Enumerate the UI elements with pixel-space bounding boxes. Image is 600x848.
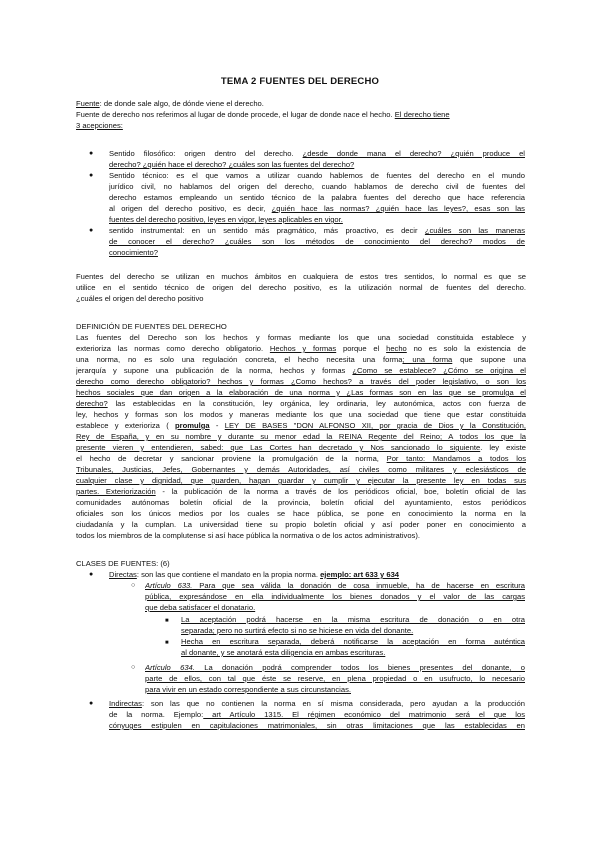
clases-text: : son las que contiene el mandato en la propia norma.	[136, 570, 321, 579]
acepcion-emphasis: derecho? ¿quién hace el derecho? ¿cuáles son las fuentes del derecho?	[109, 160, 355, 169]
def-emphasis: derecho como derecho obligatorio? hechos y formas ¿Como hechos? a través del poder legislativo, o son los	[76, 377, 526, 386]
def-text: jerarquía y supone una publicación de la norma, hechos y formas	[76, 366, 353, 375]
def-emphasis: ; una	[402, 355, 433, 364]
def-text: que supone una	[452, 355, 526, 364]
def-line-5	[76, 377, 526, 388]
acepcion-3-line-1	[109, 226, 525, 237]
acepcion-text: Sentido filosófico: origen dentro del derecho.	[109, 149, 303, 158]
def-emphasis: cualquier clase y dignidad, que guarden, hagan guardar y cumplir y ejecutar la presente ley en todas sus	[76, 476, 526, 485]
acepcion-emphasis: conocimiento?	[109, 248, 158, 257]
square-bullet-icon: ■	[165, 640, 169, 646]
def-line-8: ley, hechos y formas son los modos y maneras mediante los que una sociedad que tiene que estar constituida	[76, 410, 526, 419]
def-line-12	[76, 454, 526, 465]
bullet-icon: ●	[89, 227, 94, 234]
acepcion-text: sentido instrumental: en un sentido más pragmático, más proactivo, es decir	[109, 226, 425, 235]
def-line-7	[76, 399, 526, 410]
clases-text: de la norma. Ejemplo:	[109, 710, 204, 719]
clases-emphasis: ejemplo: art 633 y 634	[320, 570, 400, 579]
intro-line-2	[76, 110, 526, 121]
acepcion-2-line-3: derecho estamos empleando un sentido técnico de la palabra fuentes del derecho que hace referencia	[109, 193, 525, 202]
def-emphasis: Por tanto: Mandamos a todos los	[386, 454, 526, 463]
def-text: una norma, no es solo una regulación concreta, el hecho necesita una forma	[76, 355, 403, 364]
acepcion-2-line-4	[109, 204, 525, 215]
indirectas-line-2	[109, 710, 525, 721]
def-line-1: Las fuentes del Derecho son los hechos y formas mediante los que una sociedad constituida establece y	[76, 333, 526, 342]
article-text: para vivir en un estado correspondiente a sus circunstancias.	[145, 685, 351, 694]
intro-line-3	[76, 121, 526, 132]
art633-line-2	[145, 592, 525, 603]
intro-text: Fuente de derecho nos referimos al lugar de donde procede, el lugar de donde nace el hecho.	[76, 110, 395, 119]
square-bullet-icon: ■	[165, 618, 169, 624]
def-line-4	[76, 366, 526, 377]
def-emphasis: partes. Exteriorización	[76, 487, 156, 496]
def-line-19: todos los miembros de la complutense si así hace pública la normativa o de los actos administrativos).	[76, 531, 420, 540]
def-emphasis: Rey de España, y en su nombre y durante su menor edad la REINA Regente del Reino; A todos los que la	[76, 432, 526, 441]
acepcion-1-line-2	[109, 160, 525, 171]
para1-line-2: utilice en el sentido técnico de origen del derecho positivo, es la utilización normal de fuentes del derecho.	[76, 283, 526, 292]
def-emphasis: forma	[432, 355, 453, 364]
article-text: parte de ellos, con tal que éste se reserve, en plena propiedad o en usufructo, lo necesario	[145, 674, 525, 683]
def-emphasis: Hechos y formas	[269, 344, 337, 353]
directas-line	[109, 570, 525, 581]
def-emphasis: promulga	[175, 421, 210, 430]
def-emphasis: Tribunales, Justicias, Jefes, Gobernantes y demás Autoridades, así civiles como militares y eclesiásticos de	[76, 465, 526, 474]
def-line-2	[76, 344, 526, 355]
def-text: establece y exterioriza (	[76, 421, 176, 430]
def-emphasis: ¿Como se establece? ¿Cómo se origina el	[352, 366, 526, 375]
hollow-bullet-icon: ○	[131, 664, 136, 671]
bullet-icon: ●	[89, 700, 94, 707]
def-text: no es solo la existencia de	[406, 344, 526, 353]
def-line-13	[76, 465, 526, 476]
intro-line-1	[76, 99, 526, 110]
intro-emphasis: El derecho tiene	[394, 110, 450, 119]
def-line-11	[76, 443, 526, 454]
page-title: TEMA 2 FUENTES DEL DERECHO	[220, 76, 380, 87]
article-title: Artículo 633.	[145, 581, 193, 590]
art633-sub1-line-2	[181, 626, 525, 637]
def-emphasis: hecho	[386, 344, 407, 353]
art633-sub1-line-1	[181, 615, 525, 626]
acepcion-2-line-1: Sentido técnico: es el que vamos a utilizar cuando hablemos de fuentes del derecho en el mundo	[109, 171, 525, 180]
art634-line-1	[145, 663, 525, 674]
article-text: al donante, y se anotará esta diligencia en ambas escrituras.	[181, 648, 386, 657]
clases-text: : son las que no contienen la norma en sí misma considerada, pero ayudan a la producción	[141, 699, 525, 708]
def-line-9	[76, 421, 526, 432]
def-emphasis: hechos sociales que dan origen a la elaboración de una norma y ¿Las formas son en las que se promulga el	[76, 388, 526, 397]
acepcion-1-line-1	[109, 149, 525, 160]
def-line-16: comunidades autónomas boletín oficial de la provincia, boletín oficial del ayuntamiento, estos periódicos	[76, 498, 526, 507]
acepcion-emphasis: ¿quién hace las normas? ¿quién hace las leyes?, esas son las	[271, 204, 525, 213]
acepcion-emphasis: de conocer el derecho? ¿cuáles son los métodos de conocimiento del derecho? modos de	[109, 237, 525, 246]
art633-line-1	[145, 581, 525, 592]
def-emphasis: presente vieren y entendieren, sabed: que Las Cortes han decretado y Nos sancionado lo siguiente	[76, 443, 481, 452]
bullet-icon: ●	[89, 571, 94, 578]
indirectas-term: Indirectas	[109, 699, 142, 708]
art633-sub2-line-1	[181, 637, 525, 648]
def-text: porque el	[336, 344, 387, 353]
hollow-bullet-icon: ○	[131, 582, 136, 589]
clases-emphasis: art Artículo 1315. El régimen económico del matrimonio será el que los	[203, 710, 525, 719]
article-text: separada; pero no surtirá efecto si no se hiciese en vida del donante.	[181, 626, 414, 635]
def-emphasis: LEY DE BASES "DON ALFONSO XII, por gracia de Dios y la Constitución,	[224, 421, 526, 430]
bullet-icon: ●	[89, 172, 94, 179]
article-text: La donación podrá comprender todos los bienes presentes del donante, o	[194, 663, 525, 672]
acepcion-2-line-5	[109, 215, 525, 226]
article-text: que deba satisfacer el donatario.	[145, 603, 256, 612]
def-line-6	[76, 388, 526, 399]
intro-emphasis: 3 acepciones:	[76, 121, 123, 130]
def-text: las establecidas en la constitución, ley orgánica, ley ordinaria, ley autonómica, actos con fuerza de	[107, 399, 526, 408]
art634-line-3	[145, 685, 525, 696]
article-text: Hecha en escritura separada, deberá notificarse la aceptación en forma auténtica	[181, 637, 525, 646]
directas-term: Directas	[109, 570, 137, 579]
art633-line-3	[145, 603, 525, 614]
para1-line-1: Fuentes del derecho se utilizan en muchos ámbitos en cualquiera de estos tres sentidos, lo normal es que se	[76, 272, 526, 281]
indirectas-line-3	[109, 721, 525, 732]
def-text: . ley existe	[480, 443, 526, 452]
def-text: exterioriza las normas como derecho obligatorio.	[76, 344, 270, 353]
bullet-icon: ●	[89, 150, 94, 157]
acepcion-2-line-2: jurídico civil, no hablamos del origen del derecho, cuando hablamos de derecho civil de fuentes del	[109, 182, 525, 191]
article-title: Artículo 634.	[145, 663, 195, 672]
acepcion-3-line-2	[109, 237, 525, 248]
acepcion-3-line-3	[109, 248, 525, 259]
article-text: La aceptación podrá hacerse en la misma escritura de donación o en otra	[181, 615, 525, 624]
def-line-17: oficiales son los únicos medios por los cuales se hace pública, se pone en conocimiento la norma en la	[76, 509, 526, 518]
art634-line-2	[145, 674, 525, 685]
def-line-10	[76, 432, 526, 443]
def-line-3	[76, 355, 526, 366]
def-text: - la publicación de la norma a través de los periódicos oficial, boe, boletín oficial de las	[155, 487, 526, 496]
para1-line-3: ¿cuáles el origen del derecho positivo	[76, 294, 204, 303]
clases-heading: CLASES DE FUENTES: (6)	[76, 559, 170, 568]
def-line-18: ciudadanía y la cumplan. La universidad tiene su propio boletín oficial y así poder poner en conocimiento a	[76, 520, 526, 529]
acepcion-emphasis: ¿desde donde mana el derecho? ¿quién produce el	[302, 149, 525, 158]
indirectas-line-1	[109, 699, 525, 710]
article-text: pública, expresándose en ella individualmente los bienes donados y el valor de las cargas	[145, 592, 525, 601]
def-text: el hecho de decretar y sancionar proviene la promulgación de la norma,	[76, 454, 387, 463]
acepcion-text: al origen del derecho positivo, es decir,	[109, 204, 272, 213]
intro-text: : de donde sale algo, de dónde viene el derecho.	[99, 99, 264, 108]
article-text: Para que sea válida la donación de cosa inmueble, ha de hacerse en escritura	[192, 581, 525, 590]
fuente-term: Fuente	[76, 99, 100, 108]
def-emphasis: derecho?	[76, 399, 108, 408]
acepcion-emphasis: ¿cuáles son las maneras	[424, 226, 525, 235]
definicion-heading: DEFINICIÓN DE FUENTES DEL DERECHO	[76, 322, 227, 331]
clases-emphasis: cónyuges estipulen en capitulaciones matrimoniales, sin otras limitaciones que las establecidas en	[109, 721, 525, 730]
def-text: -	[209, 421, 225, 430]
def-line-14	[76, 476, 526, 487]
def-line-15	[76, 487, 526, 498]
art633-sub2-line-2	[181, 648, 525, 659]
acepcion-emphasis: fuentes del derecho positivo, leyes en vigor, leyes aplicables en vigor.	[109, 215, 343, 224]
